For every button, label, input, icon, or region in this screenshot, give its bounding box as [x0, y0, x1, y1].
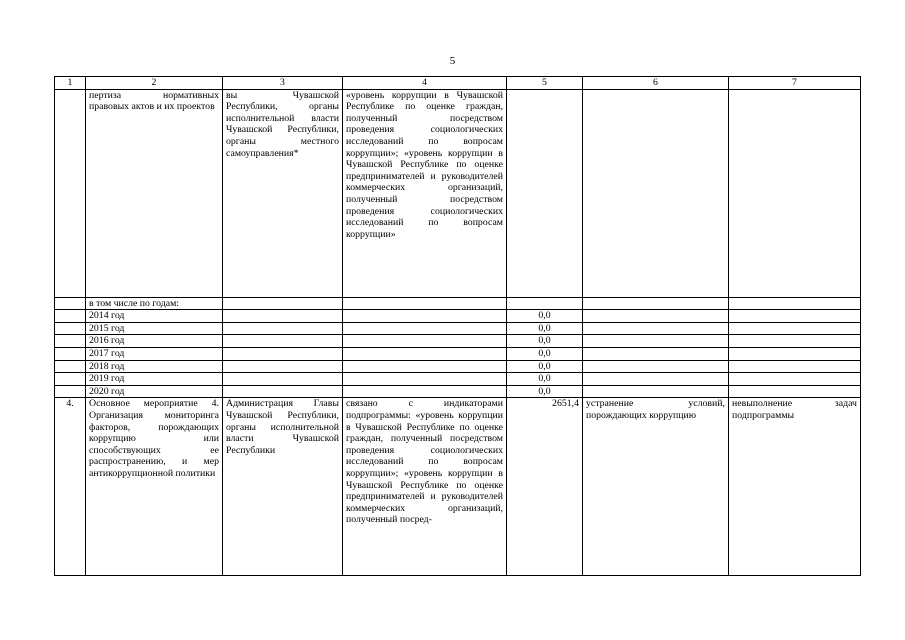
table-cell [223, 360, 343, 373]
year-value: 0,0 [507, 385, 583, 398]
funding-cell: 2651,4 [507, 398, 583, 576]
years-label: в том числе по годам: [86, 297, 223, 310]
table-cell [223, 310, 343, 323]
measures-table [54, 76, 861, 576]
table-cell [729, 297, 861, 310]
table-cell [343, 373, 507, 386]
table-cell [223, 335, 343, 348]
table-cell [729, 310, 861, 323]
column-number: 5 [507, 77, 583, 90]
column-number: 4 [343, 77, 507, 90]
table-cell [223, 297, 343, 310]
indicator-cell: связано с индикаторами подпрограммы: «уровень коррупции в Чувашской Республике по оценке граждан, полученный посредством проведения социологических исследований по вопросам коррупции»; «уровень коррупции в Чувашской Республике по оценке предпринимателей и руководителей коммерческих организаций, полученный посред- [343, 398, 507, 576]
table-cell [729, 373, 861, 386]
table-cell [729, 335, 861, 348]
year-label: 2018 год [86, 360, 223, 373]
year-label: 2015 год [86, 322, 223, 335]
measure-name-cell: пертиза нормативных правовых актов и их проектов [86, 89, 223, 297]
year-row [55, 385, 861, 398]
table-cell [583, 347, 729, 360]
table-cell [583, 310, 729, 323]
year-value: 0,0 [507, 373, 583, 386]
table-cell [55, 360, 86, 373]
table-cell [583, 297, 729, 310]
table-cell [223, 385, 343, 398]
table-cell [343, 360, 507, 373]
table-cell [507, 89, 583, 297]
column-number: 2 [86, 77, 223, 90]
year-label: 2017 год [86, 347, 223, 360]
year-row [55, 335, 861, 348]
responsible-cell: вы Чувашской Республики, органы исполнительной власти Чувашской Республики, органы местного самоуправления* [223, 89, 343, 297]
table-cell [583, 373, 729, 386]
year-row [55, 360, 861, 373]
table-cell [729, 360, 861, 373]
column-number-row [55, 77, 861, 90]
table-cell [343, 322, 507, 335]
table-cell [343, 310, 507, 323]
table-cell [55, 385, 86, 398]
table-cell [583, 89, 729, 297]
consequence-cell: невыполнение задач подпрограммы [729, 398, 861, 576]
column-number: 1 [55, 77, 86, 90]
page-number: 5 [449, 55, 456, 67]
table-cell [223, 347, 343, 360]
year-value: 0,0 [507, 310, 583, 323]
year-label: 2016 год [86, 335, 223, 348]
table-cell [223, 373, 343, 386]
table-cell [343, 335, 507, 348]
measure-name-cell: Основное мероприятие 4. Организация мониторинга факторов, порождающих коррупцию или способствующих ее распространению, и мер антикоррупционной политики [86, 398, 223, 576]
year-row [55, 322, 861, 335]
table-cell [55, 89, 86, 297]
table-cell [583, 385, 729, 398]
year-value: 0,0 [507, 360, 583, 373]
table-cell [55, 322, 86, 335]
table-row [55, 89, 861, 297]
year-value: 0,0 [507, 347, 583, 360]
table-cell [729, 89, 861, 297]
expected-result-cell: устранение условий, порождающих коррупцию [583, 398, 729, 576]
year-label: 2019 год [86, 373, 223, 386]
responsible-cell: Администрация Главы Чувашской Республики, органы исполнительной власти Чувашской Республики [223, 398, 343, 576]
table-cell [729, 347, 861, 360]
table-row [55, 398, 861, 576]
table-cell [343, 297, 507, 310]
column-number: 6 [583, 77, 729, 90]
table-cell [507, 297, 583, 310]
indicator-cell: «уровень коррупции в Чувашской Республике по оценке граждан, полученный посредством проведения социологических исследований по вопросам коррупции»; «уровень коррупции в Чувашской Республике по оценке предпринимателей и руководителей коммерческих организаций, полученный посредством проведения социологических исследований по вопросам коррупции» [343, 89, 507, 297]
year-label: 2014 год [86, 310, 223, 323]
table-cell [55, 335, 86, 348]
table-cell [55, 347, 86, 360]
year-row [55, 347, 861, 360]
year-value: 0,0 [507, 322, 583, 335]
table-cell [55, 310, 86, 323]
table-cell [583, 360, 729, 373]
table-cell [729, 322, 861, 335]
table-cell [583, 335, 729, 348]
table-cell [343, 385, 507, 398]
table-cell [583, 322, 729, 335]
table-cell [343, 347, 507, 360]
table-cell [55, 373, 86, 386]
table-cell [223, 322, 343, 335]
year-label: 2020 год [86, 385, 223, 398]
year-row [55, 373, 861, 386]
row-number: 4. [55, 398, 86, 576]
table-cell [55, 297, 86, 310]
year-row [55, 310, 861, 323]
table-cell [729, 385, 861, 398]
column-number: 7 [729, 77, 861, 90]
column-number: 3 [223, 77, 343, 90]
years-label-row [55, 297, 861, 310]
year-value: 0,0 [507, 335, 583, 348]
